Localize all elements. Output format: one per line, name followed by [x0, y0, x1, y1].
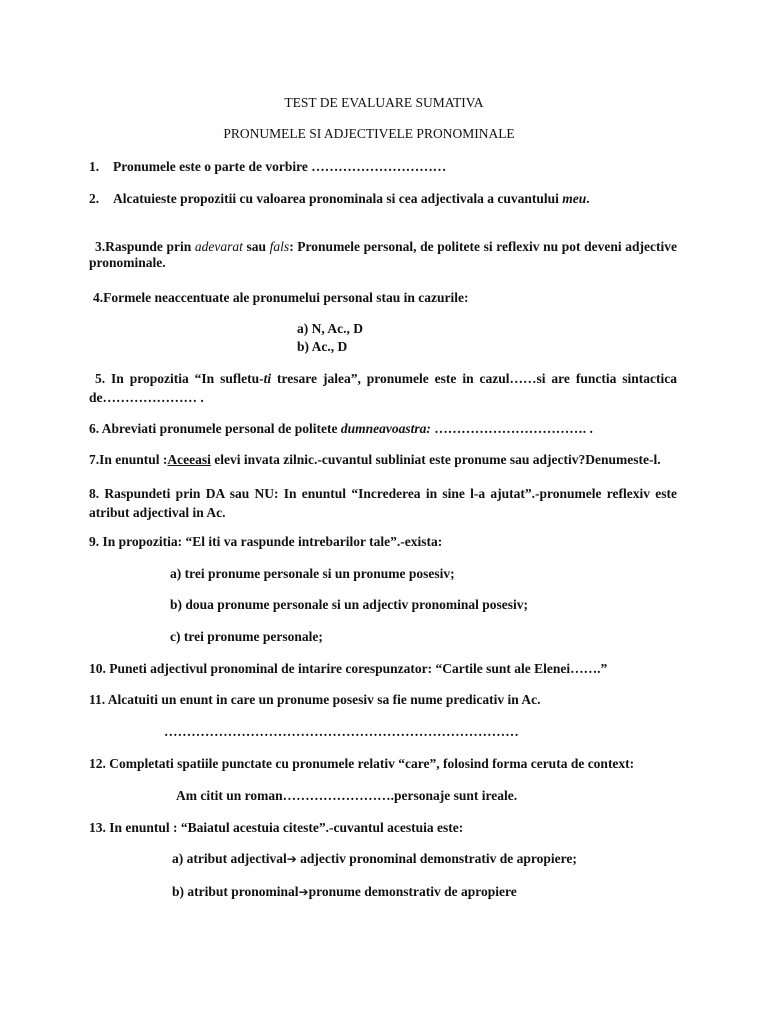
- question-4-option-a: a) N, Ac., D: [297, 321, 363, 336]
- question-1-text: Pronumele este o parte de vorbire …………………………: [113, 159, 447, 174]
- question-3-option-true: adevarat: [194, 239, 243, 254]
- question-13-option-b: [172, 884, 517, 900]
- question-6-word: dumneavoastra:: [340, 421, 431, 436]
- question-11-answer-line: ……………………………………………………………………: [164, 724, 519, 739]
- question-13-option-b-part1: b) atribut pronominal: [172, 884, 299, 899]
- question-13-option-a-part1: a) atribut adjectival: [172, 851, 287, 866]
- question-8: 8. Raspundeti prin DA sau NU: In enuntul “Increderea in sine l-a ajutat”.-pronumele reflexiv este atribut adjectival in Ac.: [89, 486, 677, 520]
- question-5: [89, 369, 677, 407]
- question-13-option-b-part2: pronume demonstrativ de apropiere: [308, 884, 517, 899]
- question-12-sentence: Am citit un roman…………………….personaje sunt ireale.: [176, 788, 518, 803]
- question-7-underlined-word: Aceeasi: [167, 452, 211, 467]
- question-11: 11. Alcatuiti un enunt in care un pronume posesiv sa fie nume predicativ in Ac.: [89, 692, 541, 707]
- question-3-or: sau: [242, 239, 270, 254]
- question-3-option-false: fals: [269, 239, 290, 254]
- question-13-option-a: [172, 851, 577, 867]
- question-9-option-b: b) doua pronume personale si un adjectiv pronominal posesiv;: [170, 597, 529, 612]
- question-2: [89, 191, 590, 207]
- document-title: TEST DE EVALUARE SUMATIVA: [284, 95, 484, 110]
- question-4-option-b: b) Ac., D: [297, 339, 348, 354]
- question-5-word: ti: [263, 371, 272, 386]
- question-6-text-b: ……………………………. .: [430, 421, 593, 436]
- question-3-label: 3.Raspunde prin: [95, 239, 195, 254]
- question-10: 10. Puneti adjectivul pronominal de intarire corespunzator: “Cartile sunt ale Elenei…….”: [89, 661, 608, 676]
- question-9-option-a: a) trei pronume personale si un pronume posesiv;: [170, 566, 455, 581]
- question-1-number: 1.: [89, 159, 100, 174]
- question-5-text-b: tresare jalea”, pronumele este in cazul……si are functia sintactica de………………… .: [89, 371, 678, 405]
- question-2-number: 2.: [89, 191, 100, 206]
- question-13-option-a-part2: adjectiv pronominal demonstrativ de apropiere;: [296, 851, 577, 866]
- question-1: [89, 159, 446, 175]
- question-4: 4.Formele neaccentuate ale pronumelui personal stau in cazurile:: [93, 290, 469, 305]
- question-3: [89, 239, 677, 271]
- question-12: 12. Completati spatiile punctate cu pronumele relativ “care”, folosind forma ceruta de context:: [89, 756, 635, 771]
- question-5-text-a: 5. In propozitia “In sufletu-: [95, 371, 264, 386]
- question-2-text: Alcatuieste propozitii cu valoarea pronominala si cea adjectivala a cuvantului: [113, 191, 563, 206]
- question-13: 13. In enuntul : “Baiatul acestuia citeste”.-cuvantul acestuia este:: [89, 820, 464, 835]
- question-9-option-c: c) trei pronume personale;: [170, 629, 323, 644]
- question-3-text: : Pronumele personal, de politete si reflexiv nu pot deveni adjective pronominale.: [89, 239, 677, 270]
- document-subtitle: PRONUMELE SI ADJECTIVELE PRONOMINALE: [223, 126, 515, 141]
- question-2-end: .: [586, 191, 590, 206]
- question-7-text-a: 7.In enuntul :: [89, 452, 168, 467]
- arrow-right-icon: ➔: [286, 852, 297, 866]
- question-7-text-b: elevi invata zilnic.-cuvantul subliniat este pronume sau adjectiv?Denumeste-l.: [210, 452, 661, 467]
- question-6: [89, 421, 593, 437]
- question-6-text-a: 6. Abreviati pronumele personal de politete: [89, 421, 341, 436]
- question-2-word: meu: [562, 191, 587, 206]
- question-7: [89, 452, 661, 468]
- arrow-right-icon: ➔: [298, 885, 309, 899]
- question-9: 9. In propozitia: “El iti va raspunde intrebarilor tale”.-exista:: [89, 534, 443, 549]
